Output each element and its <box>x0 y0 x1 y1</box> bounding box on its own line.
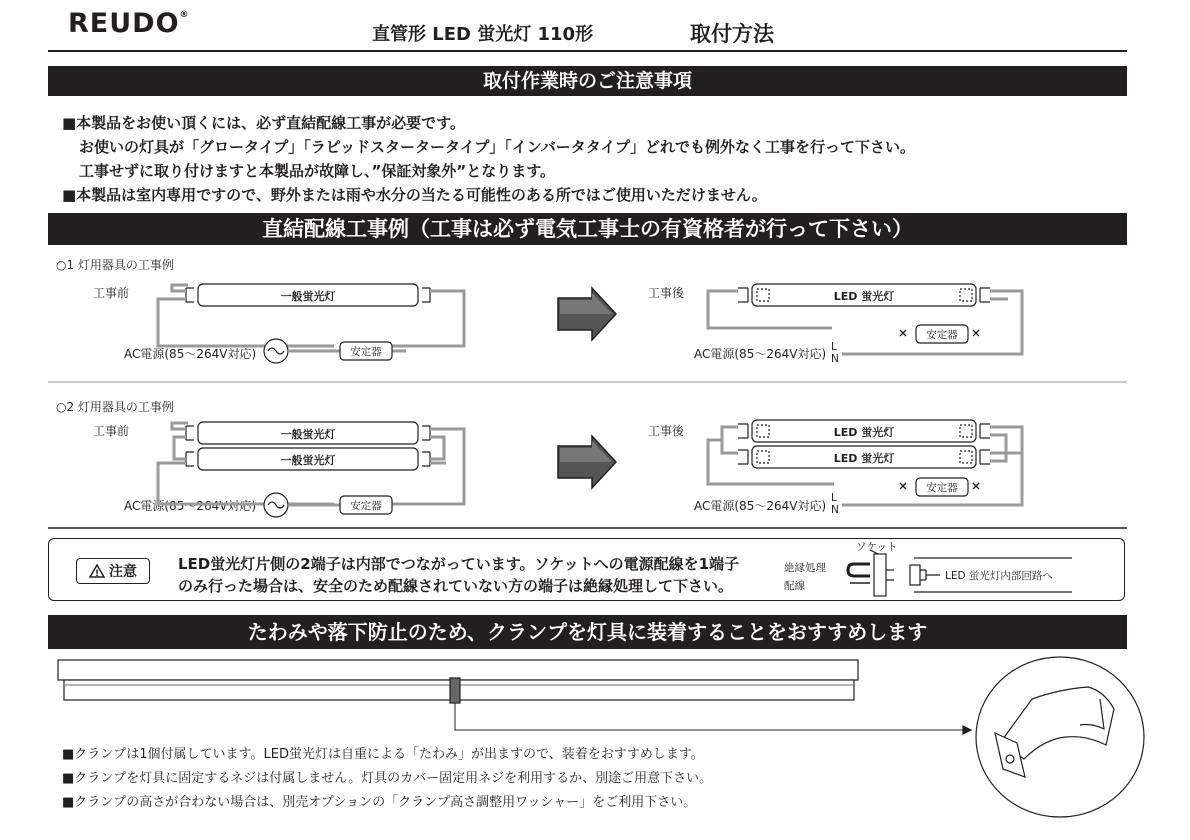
example1-N-label: N <box>831 353 839 365</box>
clamp-note-2: ■クランプを灯具に固定するネジは付属しません。灯具のカバー固定用ネジを利用するか、別途ご用意下さい。 <box>62 771 713 786</box>
example2-ac-label-after: AC電源(85～264V対応) <box>694 499 827 513</box>
example2-tube-after-1: LED 蛍光灯 <box>833 426 895 439</box>
example1-ballast: 安定器 <box>350 346 382 358</box>
warning-icon <box>89 564 105 578</box>
socket-diagram <box>810 550 1080 598</box>
precautions-heading: 取付作業時のご注意事項 <box>48 66 1127 96</box>
precaution-line-2: お使いの灯具が「グロータイプ」「ラピッドスタータータイプ」「インバータタイプ」どれでも例外なく工事を行って下さい。 <box>79 138 915 156</box>
example1-ac-label: AC電源(85～264V対応) <box>124 347 257 361</box>
clamp-note-1: ■クランプは1個付属しています。LED蛍光灯は自重による「たわみ」が出ますので、装着をおすすめします。 <box>62 747 704 762</box>
example2-tube-before-1: 一般蛍光灯 <box>280 428 336 441</box>
example1-arrow <box>558 288 616 340</box>
precaution-line-4: ■本製品は室内専用ですので、野外または雨や水分の当たる可能性のある所ではご使用いただけません。 <box>62 186 767 204</box>
precaution-line-3: 工事せずに取り付けますと本製品が故障し、”保証対象外”となります。 <box>79 162 556 180</box>
svg-text:!: ! <box>94 569 100 578</box>
caution-line-1: LED蛍光灯片側の2端子は内部でつながっています。ソケットへの電源配線を1端子 <box>178 555 740 573</box>
example2-ballast: 安定器 <box>350 500 382 512</box>
document-title: 取付方法 <box>690 22 774 46</box>
circuit-label: LED 蛍光灯内部回路へ <box>945 570 1053 582</box>
caution-line-2: のみ行った場合は、安全のため配線されていない方の端子は絶縁処理して下さい。 <box>178 577 734 595</box>
example2-arrow <box>558 436 616 488</box>
wiring-label: 配線 <box>784 580 805 592</box>
example2-tube-after-2: LED 蛍光灯 <box>833 452 895 465</box>
clamp-note-3: ■クランプの高さが合わない場合は、別売オプションの「クランプ高さ調整用ワッシャー」をご利用下さい。 <box>62 795 697 810</box>
example1-tube-after: LED 蛍光灯 <box>833 290 895 303</box>
insulation-label: 絶縁処理 <box>784 562 826 574</box>
example1-ac-label-after: AC電源(85～264V対応) <box>694 347 827 361</box>
example1-L-label: L <box>831 341 837 353</box>
example2-title: ○2 灯用器具の工事例 <box>56 400 174 414</box>
example1-before-label: 工事前 <box>93 286 130 300</box>
brand-logo: REUDO® <box>68 8 190 39</box>
example1-tube-before: 一般蛍光灯 <box>280 290 336 303</box>
example2-tube-before-2: 一般蛍光灯 <box>280 454 336 467</box>
example2-L-label: L <box>831 492 837 504</box>
product-title: 直管形 LED 蛍光灯 110形 <box>372 24 594 45</box>
example2-after-label: 工事後 <box>648 424 685 438</box>
example2-N-label: N <box>831 504 839 516</box>
precaution-line-1: ■本製品をお使い頂くには、必ず直結配線工事が必要です。 <box>62 114 465 132</box>
example1-after-label: 工事後 <box>648 286 685 300</box>
example2-ballast-after: 安定器 <box>926 482 958 494</box>
socket-label: ソケット <box>856 541 898 553</box>
example2-ac-label: AC電源(85～264V対応) <box>124 499 257 513</box>
clamp-heading: たわみや落下防止のため、クランプを灯具に装着することをおすすめします <box>48 615 1127 649</box>
example1-ballast-after: 安定器 <box>926 329 958 341</box>
caution-badge: ! 注意 <box>76 558 150 584</box>
example2-before-label: 工事前 <box>93 424 130 438</box>
example1-title: ○1 灯用器具の工事例 <box>56 258 174 272</box>
wiring-heading: 直結配線工事例（工事は必ず電気工事士の有資格者が行って下さい） <box>48 213 1127 245</box>
